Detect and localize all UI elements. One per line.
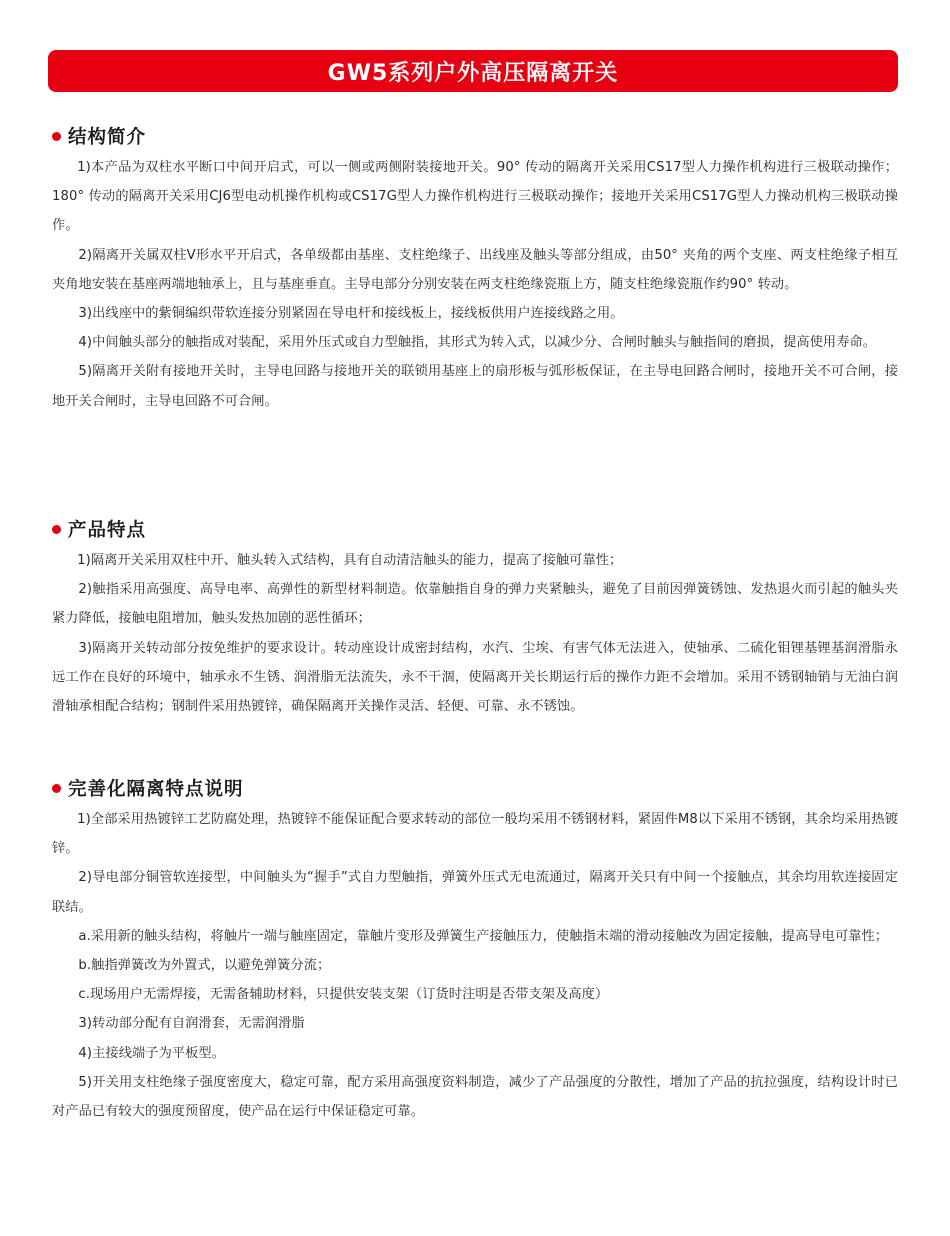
paragraph: 1)隔离开关采用双柱中开、触头转入式结构，具有自动清洁触头的能力，提高了接触可靠性； <box>77 553 623 568</box>
red-dot-bullet-icon <box>52 784 61 793</box>
paragraph: 5)隔离开关附有接地开关时，主导电回路与接地开关的联锁用基座上的扇形板与弧形板保证，在主导电回路合闸时，接地开关不可合闸，接地开关合闸时，主导电回路不可合闸。 <box>52 364 898 409</box>
section-product-features <box>52 516 898 721</box>
section-heading-text: 完善化隔离特点说明 <box>68 779 244 800</box>
paragraph: b.触指弹簧改为外置式，以避免弹簧分流； <box>78 958 331 974</box>
section-heading <box>52 775 898 801</box>
red-dot-bullet-icon <box>52 132 61 141</box>
section-heading <box>52 123 898 149</box>
paragraph: 1)本产品为双柱水平断口中间开启式，可以一侧或两侧附装接地开关。90° 传动的隔离开关采用CS17型人力操作机构进行三极联动操作；180° 传动的隔离开关采用CJ6型电动机操作机构或CS17G型人力操作机构进行三极联动操作；接地开关采用CS17G型人力操动机构三极联动操作。 <box>52 160 898 234</box>
paragraph: 5)开关用支柱绝缘子强度密度大，稳定可靠，配方采用高强度资料制造，减少了产品强度的分散性，增加了产品的抗拉强度，结构设计时已对产品已有较大的强度预留度，使产品在运行中保证稳定可靠。 <box>52 1074 898 1120</box>
section-heading-text: 产品特点 <box>68 520 147 541</box>
paragraph: 4)主接线端子为平板型。 <box>78 1045 225 1061</box>
paragraph: 2)触指采用高强度、高导电率、高弹性的新型材料制造。依靠触指自身的弹力夹紧触头，避免了目前因弹簧锈蚀、发热退火而引起的触头夹紧力降低，接触电阻增加，触头发热加剧的恶性循环； <box>52 582 898 627</box>
section-structure-intro <box>52 123 898 416</box>
paragraph: 2)导电部分铜管软连接型，中间触头为“握手”式自力型触指，弹簧外压式无电流通过，隔离开关只有中间一个接触点，其余均用软连接固定联结。 <box>52 870 898 915</box>
red-dot-bullet-icon <box>52 525 61 534</box>
section-heading <box>52 516 898 542</box>
paragraph: 3)转动部分配有自润滑套，无需润滑脂 <box>78 1016 305 1032</box>
section-improved-isolation-notes <box>52 775 898 1126</box>
paragraph: c.现场用户无需焊接，无需备辅助材料，只提供安装支架（订货时注明是否带支架及高度） <box>78 987 609 1003</box>
title-banner <box>48 50 898 92</box>
paragraph: a.采用新的触头结构，将触片一端与触座固定，靠触片变形及弹簧生产接触压力，使触指末端的滑动接触改为固定接触，提高导电可靠性； <box>78 928 889 944</box>
paragraph: 1)全部采用热镀锌工艺防腐处理，热镀锌不能保证配合要求转动的部位一般均采用不锈钢材料，紧固件M8以下采用不锈钢，其余均采用热镀锌。 <box>52 812 898 857</box>
paragraph: 2)隔离开关属双柱V形水平开启式，各单级都由基座、支柱绝缘子、出线座及触头等部分组成，由50° 夹角的两个支座、两支柱绝缘子相互夹角地安装在基座两端地轴承上，且与基座垂直。主导电部分分别安装在两支柱绝缘瓷瓶上方，随支柱绝缘瓷瓶作约90° 转动。 <box>52 247 898 292</box>
page-title: GW5系列户外高压隔离开关 <box>327 60 619 86</box>
section-heading-text: 结构简介 <box>68 127 147 148</box>
paragraph: 3)隔离开关转动部分按免维护的要求设计。转动座设计成密封结构，水汽、尘埃、有害气体无法进入，使轴承、二硫化钼锂基锂基润滑脂永远工作在良好的环境中，轴承永不生锈、润滑脂无法流失，永不干涸，使隔离开关长期运行后的操作力距不会增加。采用不锈钢轴销与无油白润滑轴承相配合结构；钢制件采用热镀锌，确保隔离开关操作灵活、轻便、可靠、永不锈蚀。 <box>52 640 898 715</box>
paragraph: 3)出线座中的紫铜编织带软连接分别紧固在导电杆和接线板上，接线板供用户连接线路之用。 <box>78 306 624 322</box>
paragraph: 4)中间触头部分的触指成对装配，采用外压式或自力型触指，其形式为转入式，以减少分、合闸时触头与触指间的磨损，提高使用寿命。 <box>78 335 877 351</box>
